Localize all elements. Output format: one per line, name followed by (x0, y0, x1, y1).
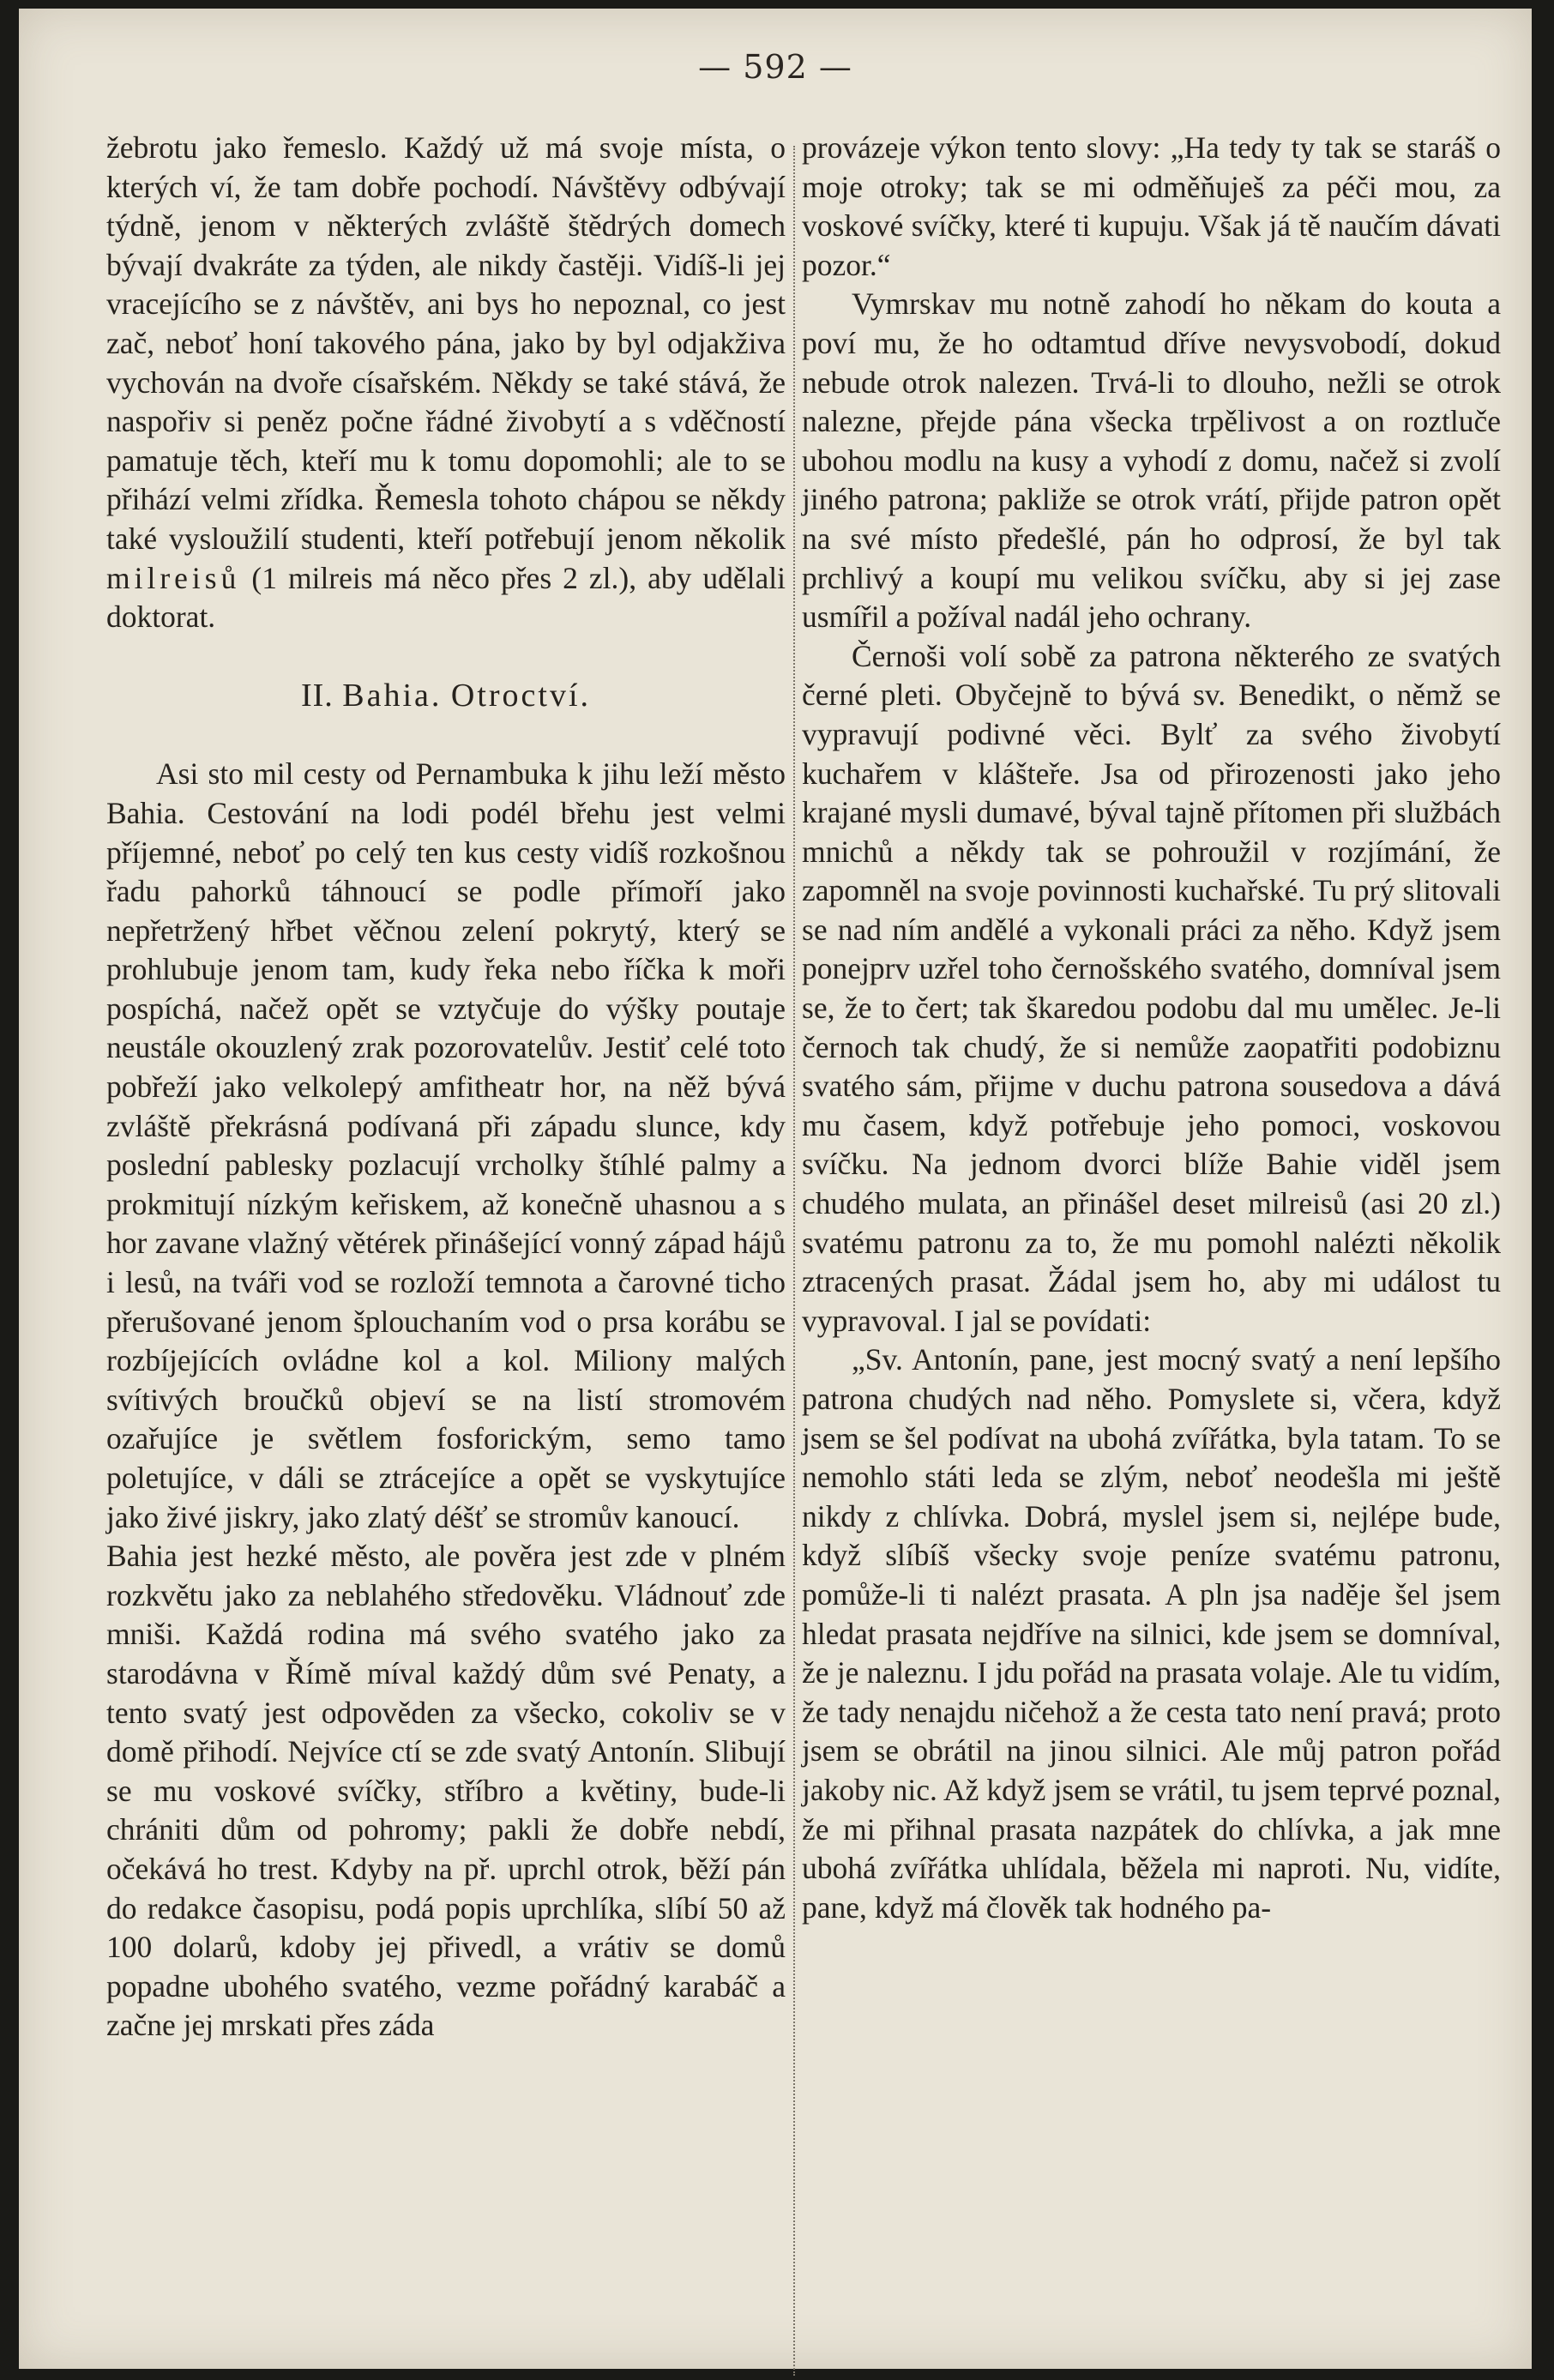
paragraph: „Sv. Antonín, pane, jest mocný svatý a není lepšího patrona chudých nad něho. Pomyslete si, včera, když jsem se šel podívat na ubohá zvířátka, byla tatam. To se nemohlo státi leda se zlým, neboť neodešla mi ještě nikdy z chlívka. Dobrá, myslel jsem si, nejlépe bude, když slíbíš všecky svoje peníze svatému patronu, pomůže-li ti nalézt prasata. A pln jsa naděje šel jsem hledat prasata nejdříve na silnici, kde jsem se domníval, že je naleznu. I jdu pořád na prasata volaje. Ale tu vidím, že tady nenajdu ničehož a že cesta tato není pravá; proto jsem se obrátil na jinou silnici. Ale můj patron pořád jakoby nic. Až když jsem se vrátil, tu jsem teprvé poznal, že mi přihnal prasata nazpátek do chlívka, a jak mne ubohá zvířátka uhlídala, běžela mi naproti. Nu, vidíte, pane, když má člověk tak hodného pa- (802, 1342, 1501, 1925)
book-page (19, 9, 1532, 2369)
paragraph: Vymrskav mu notně zahodí ho někam do kouta a poví mu, že ho odtamtud dříve nevysvobodí, dokud nebude otrok nalezen. Trvá-li to dlouho, nežli se otrok nalezne, přejde pána všecka trpělivost a on roztluče ubohou modlu na kusy a vyhodí z domu, načež si zvolí jiného patrona; pakliže se otrok vrátí, přijde patron opět na své místo předešlé, pán ho odprosí, že byl tak prchlivý a koupí mu velikou svíčku, aby si jej zase usmířil a požíval nadál jeho ochrany. (802, 286, 1501, 635)
section-number: II. (300, 677, 334, 714)
left-column (106, 129, 786, 2046)
right-column (802, 129, 1501, 1927)
section-heading (106, 677, 786, 716)
section-title: Otroctví. (450, 677, 592, 714)
paragraph: Bahia jest hezké město, ale pověra jest zde v plném rozkvětu jako za neblahého středověku. Vládnouť zde mniši. Každá rodina má svého svatého jako za starodávna v Římě míval každý dům své Penaty, a tento svatý jest odpověden za všecko, cokoliv se v domě přihodí. Nejvíce ctí se zde svatý Antonín. Slibují se mu voskové svíčky, stříbro a květiny, bude-li chrániti dům od pohromy; pakli že dobře nebdí, očekává ho trest. Kdyby na př. uprchl otrok, běží pán do redakce časopisu, podá popis uprchlíka, slíbí 50 až 100 dolarů, kdoby jej přivedl, a vrátiv se domů popadne ubohého svatého, vezme pořádný karabáč a začne jej mrskati přes záda (106, 1539, 786, 2043)
paragraph-text: (1 milreis má něco přes 2 zl.), aby udělali doktorat. (106, 560, 786, 635)
paragraph-text: žebrotu jako řemeslo. Každý už má svoje místa, o kterých ví, že tam dobře pochodí. Návštěvy odbývají týdně, jenom v některých zvláště štědrých domech bývají dvakráte za týden, ale nikdy častěji. Vidíš-li jej vracejícího se z návštěv, ani bys ho nepoznal, co jest zač, neboť honí takového pána, jako by byl odjakživa vychován na dvoře císařském. Někdy se také stává, že naspořiv si peněz počne řádné živobytí a s vděčností pamatuje těch, kteří mu k tomu dopomohli; ale to se přihází velmi zřídka. Řemesla tohoto chápou se někdy také vysloužilí studenti, kteří potřebují jenom několik (106, 130, 786, 556)
paragraph: Černoši volí sobě za patrona některého ze svatých černé pleti. Obyčejně to bývá sv. Benedikt, o němž se vypravují podivné věci. Bylť za svého živobytí kuchařem v klášteře. Jsa od přirozenosti jako jeho krajané mysli dumavé, býval tajně přítomen při službách mnichů a někdy tak se pohroužil v rozjímání, že zapomněl na svoje povinnosti kuchařské. Tu prý slitovali se nad ním andělé a vykonali práci za něho. Když jsem ponejprv uzřel toho černošského svatého, domníval jsem se, že to čert; tak škaredou podobu dal mu umělec. Je-li černoch tak chudý, že si nemůže zaopatřiti podobiznu svatého sám, přijme v duchu patrona sousedova a dává mu časem, když potřebuje jeho pomoci, voskovou svíčku. Na jednom dvorci blíže Bahie viděl jsem chudého mulata, an přinášel deset milreisů (asi 20 zl.) svatému patronu za to, že mu pomohl nalézti několik ztracených prasat. Žádal jsem ho, aby mi událost tu vypravoval. I jal se povídati: (802, 638, 1501, 1338)
paragraph: provázeje výkon tento slovy: „Ha tedy ty tak se staráš o moje otroky; tak se mi odměňuješ za péči mou, za voskové svíčky, které ti kupuju. Však já tě naučím dávati pozor.“ (802, 130, 1501, 282)
page-number: — 592 — (698, 48, 852, 86)
paragraph: Asi sto mil cesty od Pernambuka k jihu leží město Bahia. Cestování na lodi podél břehu jest velmi příjemné, neboť po celý ten kus cesty vidíš rozkošnou řadu pahorků táhnoucí se podle přímoří jako nepřetržený hřbet věčnou zelení pokrytý, který se prohlubuje jenom tam, kudy řeka nebo říčka k moři pospíchá, načež opět se vztyčuje do výšky poutaje neustále okouzlený zrak pozorovatelův. Jestiť celé toto pobřeží jako velkolepý amfitheatr hor, na něž bývá zvláště překrásná podívaná při západu slunce, kdy poslední pablesky pozlacují vrcholky štíhlé palmy a prokmitují nízkým keřiskem, až konečně uhasnou a s hor zavane vlažný větérek přinášející vonný západ hájů i lesů, na tváři vod se rozloží temnota a čarovné ticho přerušované jenom šplouchaním vod o prsa korábu se rozbíjejících ovládne kol a kol. Miliony malých svítivých broučků objeví se na listí stromovém ozařujíce je světlem fosforickým, semo tamo poletujíce, v dáli se ztrácejíce a opět se vyskytujíce jako živé jiskry, jako zlatý déšť se stromův kanoucí. (106, 756, 786, 1534)
paragraph (106, 129, 786, 637)
section-city: Bahia. (342, 677, 443, 714)
spaced-word: milreisů (106, 560, 241, 595)
column-divider (793, 146, 795, 2376)
